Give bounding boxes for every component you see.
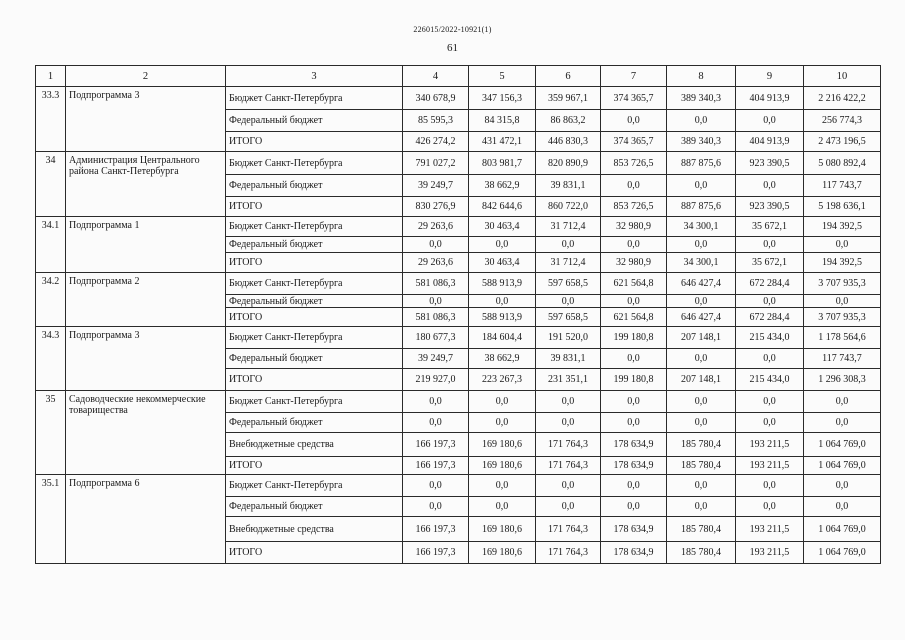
value-cell: 184 604,4 [469,327,536,349]
row-name: Администрация Центрального района Санкт-Петербурга [66,152,226,217]
value-cell: 185 780,4 [667,433,736,457]
value-cell: 169 180,6 [469,457,536,475]
value-cell: 426 274,2 [403,132,469,152]
value-cell: 215 434,0 [736,327,804,349]
value-cell: 923 390,5 [736,197,804,217]
value-cell: 1 178 564,6 [804,327,881,349]
value-cell: 0,0 [601,413,667,433]
value-cell: 0,0 [403,497,469,517]
value-cell: 169 180,6 [469,542,536,564]
value-cell: 0,0 [536,237,601,253]
value-cell: 1 064 769,0 [804,542,881,564]
value-cell: 32 980,9 [601,253,667,273]
value-cell: 215 434,0 [736,369,804,391]
table-row [36,475,881,497]
value-cell: 29 263,6 [403,253,469,273]
value-cell: 0,0 [601,237,667,253]
value-cell: 219 927,0 [403,369,469,391]
value-cell: 0,0 [601,175,667,197]
funding-source: ИТОГО [226,542,403,564]
value-cell: 30 463,4 [469,253,536,273]
value-cell: 0,0 [403,413,469,433]
value-cell: 672 284,4 [736,308,804,327]
value-cell: 35 672,1 [736,253,804,273]
row-name: Подпрограмма 2 [66,273,226,327]
value-cell: 0,0 [536,391,601,413]
value-cell: 0,0 [667,175,736,197]
value-cell: 0,0 [667,413,736,433]
table-row [36,87,881,110]
value-cell: 256 774,3 [804,110,881,132]
value-cell: 0,0 [736,497,804,517]
value-cell: 0,0 [667,475,736,497]
table-row [36,217,881,237]
value-cell: 0,0 [804,391,881,413]
header-cell: 10 [804,66,881,87]
value-cell: 166 197,3 [403,433,469,457]
funding-source: ИТОГО [226,308,403,327]
value-cell: 860 722,0 [536,197,601,217]
value-cell: 2 216 422,2 [804,87,881,110]
value-cell: 207 148,1 [667,327,736,349]
value-cell: 0,0 [601,391,667,413]
value-cell: 374 365,7 [601,87,667,110]
funding-source: Федеральный бюджет [226,497,403,517]
value-cell: 404 913,9 [736,87,804,110]
value-cell: 0,0 [469,413,536,433]
value-cell: 166 197,3 [403,542,469,564]
value-cell: 923 390,5 [736,152,804,175]
value-cell: 853 726,5 [601,152,667,175]
value-cell: 185 780,4 [667,542,736,564]
value-cell: 207 148,1 [667,369,736,391]
value-cell: 374 365,7 [601,132,667,152]
header-cell: 1 [36,66,66,87]
value-cell: 0,0 [469,475,536,497]
value-cell: 34 300,1 [667,253,736,273]
value-cell: 39 249,7 [403,175,469,197]
budget-table [35,65,881,564]
value-cell: 0,0 [601,295,667,308]
value-cell: 0,0 [536,295,601,308]
value-cell: 193 211,5 [736,542,804,564]
row-name: Подпрограмма 3 [66,327,226,391]
value-cell: 340 678,9 [403,87,469,110]
value-cell: 0,0 [403,391,469,413]
value-cell: 820 890,9 [536,152,601,175]
value-cell: 646 427,4 [667,273,736,295]
table-row [36,273,881,295]
header-cell: 7 [601,66,667,87]
value-cell: 38 662,9 [469,175,536,197]
table-body [36,66,881,564]
value-cell: 0,0 [667,110,736,132]
document-id: 226015/2022-10921(1) [413,25,492,34]
row-code: 35 [36,391,66,475]
funding-source: ИТОГО [226,197,403,217]
value-cell: 0,0 [403,237,469,253]
funding-source: Федеральный бюджет [226,175,403,197]
value-cell: 185 780,4 [667,457,736,475]
funding-source: Федеральный бюджет [226,413,403,433]
value-cell: 0,0 [536,475,601,497]
value-cell: 180 677,3 [403,327,469,349]
value-cell: 171 764,3 [536,542,601,564]
value-cell: 0,0 [403,295,469,308]
row-name: Подпрограмма 1 [66,217,226,273]
value-cell: 171 764,3 [536,433,601,457]
value-cell: 193 211,5 [736,457,804,475]
value-cell: 31 712,4 [536,253,601,273]
value-cell: 581 086,3 [403,273,469,295]
value-cell: 0,0 [469,237,536,253]
value-cell: 85 595,3 [403,110,469,132]
value-cell: 35 672,1 [736,217,804,237]
value-cell: 581 086,3 [403,308,469,327]
row-code: 34 [36,152,66,217]
value-cell: 389 340,3 [667,132,736,152]
funding-source: Бюджет Санкт-Петербурга [226,152,403,175]
value-cell: 191 520,0 [536,327,601,349]
value-cell: 597 658,5 [536,308,601,327]
value-cell: 178 634,9 [601,457,667,475]
header-row [36,66,881,87]
value-cell: 0,0 [469,391,536,413]
value-cell: 597 658,5 [536,273,601,295]
row-name: Садоводческие некоммерческие товарищества [66,391,226,475]
value-cell: 830 276,9 [403,197,469,217]
funding-source: ИТОГО [226,457,403,475]
value-cell: 171 764,3 [536,457,601,475]
funding-source: ИТОГО [226,132,403,152]
value-cell: 0,0 [804,475,881,497]
value-cell: 193 211,5 [736,517,804,542]
value-cell: 199 180,8 [601,327,667,349]
funding-source: Федеральный бюджет [226,295,403,308]
value-cell: 178 634,9 [601,517,667,542]
value-cell: 166 197,3 [403,457,469,475]
funding-source: Бюджет Санкт-Петербурга [226,327,403,349]
value-cell: 171 764,3 [536,517,601,542]
value-cell: 0,0 [804,237,881,253]
value-cell: 86 863,2 [536,110,601,132]
funding-source: Внебюджетные средства [226,433,403,457]
row-name: Подпрограмма 6 [66,475,226,564]
value-cell: 347 156,3 [469,87,536,110]
value-cell: 588 913,9 [469,273,536,295]
value-cell: 0,0 [804,413,881,433]
value-cell: 0,0 [469,497,536,517]
value-cell: 791 027,2 [403,152,469,175]
value-cell: 38 662,9 [469,349,536,369]
header-cell: 5 [469,66,536,87]
value-cell: 1 296 308,3 [804,369,881,391]
value-cell: 0,0 [736,349,804,369]
funding-source: ИТОГО [226,369,403,391]
value-cell: 0,0 [736,413,804,433]
table-row [36,391,881,413]
value-cell: 31 712,4 [536,217,601,237]
value-cell: 194 392,5 [804,253,881,273]
value-cell: 1 064 769,0 [804,433,881,457]
value-cell: 0,0 [804,295,881,308]
row-code: 35.1 [36,475,66,564]
value-cell: 2 473 196,5 [804,132,881,152]
value-cell: 3 707 935,3 [804,308,881,327]
value-cell: 0,0 [601,110,667,132]
value-cell: 0,0 [736,391,804,413]
value-cell: 0,0 [403,475,469,497]
funding-source: Бюджет Санкт-Петербурга [226,391,403,413]
value-cell: 32 980,9 [601,217,667,237]
value-cell: 1 064 769,0 [804,517,881,542]
row-code: 34.2 [36,273,66,327]
value-cell: 359 967,1 [536,87,601,110]
table-row [36,152,881,175]
value-cell: 887 875,6 [667,152,736,175]
value-cell: 5 198 636,1 [804,197,881,217]
value-cell: 39 831,1 [536,349,601,369]
value-cell: 194 392,5 [804,217,881,237]
value-cell: 117 743,7 [804,175,881,197]
header-cell: 3 [226,66,403,87]
value-cell: 0,0 [736,175,804,197]
funding-source: Федеральный бюджет [226,110,403,132]
page-number: 61 [447,42,458,54]
value-cell: 621 564,8 [601,308,667,327]
value-cell: 223 267,3 [469,369,536,391]
header-cell: 9 [736,66,804,87]
value-cell: 0,0 [536,497,601,517]
value-cell: 0,0 [601,475,667,497]
funding-source: Бюджет Санкт-Петербурга [226,273,403,295]
value-cell: 621 564,8 [601,273,667,295]
funding-source: ИТОГО [226,253,403,273]
value-cell: 0,0 [804,497,881,517]
row-code: 33.3 [36,87,66,152]
value-cell: 3 707 935,3 [804,273,881,295]
value-cell: 231 351,1 [536,369,601,391]
value-cell: 853 726,5 [601,197,667,217]
value-cell: 39 831,1 [536,175,601,197]
header-cell: 6 [536,66,601,87]
value-cell: 842 644,6 [469,197,536,217]
value-cell: 169 180,6 [469,433,536,457]
value-cell: 29 263,6 [403,217,469,237]
funding-source: Бюджет Санкт-Петербурга [226,475,403,497]
value-cell: 30 463,4 [469,217,536,237]
value-cell: 84 315,8 [469,110,536,132]
value-cell: 0,0 [736,295,804,308]
value-cell: 5 080 892,4 [804,152,881,175]
value-cell: 431 472,1 [469,132,536,152]
funding-source: Внебюджетные средства [226,517,403,542]
value-cell: 0,0 [601,497,667,517]
value-cell: 588 913,9 [469,308,536,327]
value-cell: 199 180,8 [601,369,667,391]
header-cell: 4 [403,66,469,87]
value-cell: 39 249,7 [403,349,469,369]
value-cell: 166 197,3 [403,517,469,542]
value-cell: 0,0 [736,475,804,497]
value-cell: 185 780,4 [667,517,736,542]
row-name: Подпрограмма 3 [66,87,226,152]
value-cell: 672 284,4 [736,273,804,295]
funding-source: Бюджет Санкт-Петербурга [226,87,403,110]
value-cell: 1 064 769,0 [804,457,881,475]
header-cell: 2 [66,66,226,87]
value-cell: 0,0 [667,295,736,308]
value-cell: 34 300,1 [667,217,736,237]
value-cell: 0,0 [736,110,804,132]
value-cell: 193 211,5 [736,433,804,457]
row-code: 34.3 [36,327,66,391]
value-cell: 117 743,7 [804,349,881,369]
value-cell: 178 634,9 [601,542,667,564]
value-cell: 803 981,7 [469,152,536,175]
value-cell: 446 830,3 [536,132,601,152]
value-cell: 0,0 [667,497,736,517]
value-cell: 646 427,4 [667,308,736,327]
row-code: 34.1 [36,217,66,273]
table-row [36,327,881,349]
funding-source: Федеральный бюджет [226,349,403,369]
value-cell: 169 180,6 [469,517,536,542]
value-cell: 887 875,6 [667,197,736,217]
value-cell: 0,0 [736,237,804,253]
value-cell: 404 913,9 [736,132,804,152]
funding-source: Бюджет Санкт-Петербурга [226,217,403,237]
value-cell: 389 340,3 [667,87,736,110]
value-cell: 0,0 [536,413,601,433]
value-cell: 0,0 [667,391,736,413]
header-cell: 8 [667,66,736,87]
funding-source: Федеральный бюджет [226,237,403,253]
value-cell: 0,0 [667,349,736,369]
value-cell: 178 634,9 [601,433,667,457]
value-cell: 0,0 [601,349,667,369]
value-cell: 0,0 [469,295,536,308]
value-cell: 0,0 [667,237,736,253]
